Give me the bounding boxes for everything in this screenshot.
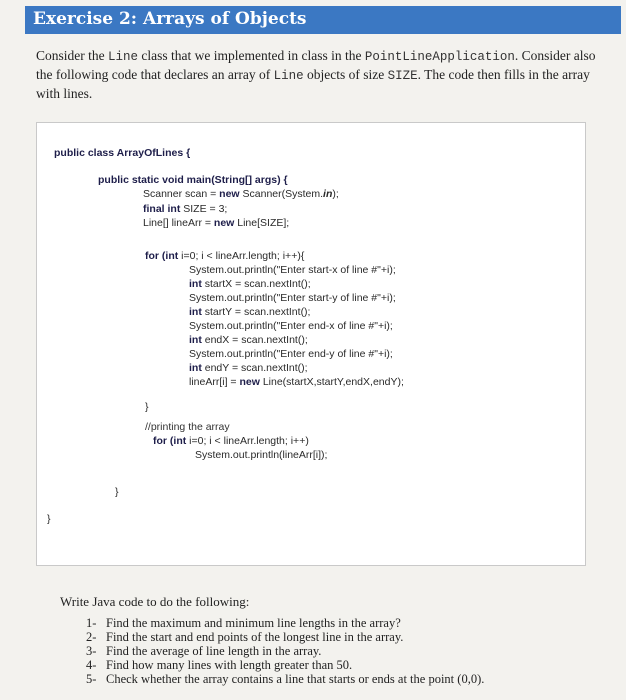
code-token: new xyxy=(213,217,235,229)
code-token: new xyxy=(239,376,260,388)
question-prompt: Write Java code to do the following: xyxy=(60,594,250,609)
code-token: Scanner(System. xyxy=(239,188,324,200)
intro-code-line: Line xyxy=(108,50,139,64)
code-token: System.out.println("Enter start-x of line #"+i); xyxy=(189,264,396,276)
task-number: 4- xyxy=(86,658,97,672)
task-item xyxy=(86,658,484,672)
code-token: //printing the array xyxy=(145,421,230,433)
class-declaration xyxy=(54,147,190,160)
task-item xyxy=(86,644,484,658)
code-line-read-endy xyxy=(189,362,308,375)
code-token: } xyxy=(145,401,149,413)
code-token: System.out.println("Enter end-y of line #"+i); xyxy=(189,348,393,360)
code-token: System.out.println("Enter end-x of line #"+i); xyxy=(189,320,393,332)
code-token: startX = scan.nextInt(); xyxy=(201,278,311,290)
main-declaration xyxy=(98,174,288,187)
code-token: public static void main(String[] args) { xyxy=(98,174,288,186)
code-token: Line[] lineArr = xyxy=(143,217,214,229)
code-line-close-for xyxy=(145,401,149,414)
code-line-read-starty xyxy=(189,306,310,319)
code-token: lineArr[i] = xyxy=(189,376,240,388)
code-line-read-endx xyxy=(189,334,308,347)
task-number: 3- xyxy=(86,644,97,658)
code-line-print-starty xyxy=(189,292,396,305)
code-line-for-print xyxy=(153,435,309,448)
exercise-header-bar xyxy=(25,6,621,34)
intro-text: . Consider also the following code that declares an array of xyxy=(36,48,596,82)
intro-paragraph xyxy=(36,47,606,103)
task-text: Find the average of line length in the array. xyxy=(106,644,322,658)
code-token: final int xyxy=(143,203,181,215)
task-text: Find the maximum and minimum line lengths in the array? xyxy=(106,616,401,630)
code-token: endY = scan.nextInt(); xyxy=(201,362,308,374)
code-token: ); xyxy=(332,188,339,200)
intro-code-size: SIZE xyxy=(387,69,418,83)
code-line-close-class xyxy=(47,513,51,526)
code-token: endX = scan.nextInt(); xyxy=(201,334,308,346)
code-line-for-fill xyxy=(145,250,304,263)
code-token: Line(startX,startY,endX,endY); xyxy=(259,376,404,388)
code-line-comment xyxy=(145,421,230,434)
code-line-scanner xyxy=(143,188,339,201)
code-token: int xyxy=(189,334,202,346)
task-text: Find the start and end points of the longest line in the array. xyxy=(106,630,404,644)
code-token: for (int xyxy=(153,435,187,447)
intro-code-pointlineapplication: PointLineApplication xyxy=(364,50,515,64)
code-token: new xyxy=(219,188,240,200)
task-item xyxy=(86,616,484,630)
exercise-title: Exercise 2: Arrays of Objects xyxy=(33,9,307,29)
code-line-close-main xyxy=(115,486,119,499)
intro-text: class that we implemented in class in the xyxy=(138,48,365,63)
task-list xyxy=(86,616,484,686)
code-token: i=0; i < lineArr.length; i++){ xyxy=(178,250,305,262)
code-line-print-startx xyxy=(189,264,396,277)
code-token: Line[SIZE]; xyxy=(234,217,290,229)
code-token: SIZE = 3; xyxy=(180,203,228,215)
code-line-print-endx xyxy=(189,320,393,333)
code-listing-box xyxy=(36,122,586,566)
code-line-print-endy xyxy=(189,348,393,361)
task-text: Check whether the array contains a line that starts or ends at the point (0,0). xyxy=(106,672,485,686)
code-token: for (int xyxy=(145,250,179,262)
task-number: 2- xyxy=(86,630,97,644)
code-token: System.out.println("Enter start-y of line #"+i); xyxy=(189,292,396,304)
code-token: int xyxy=(189,306,202,318)
task-item xyxy=(86,630,484,644)
code-token: int xyxy=(189,278,202,290)
code-line-final-size xyxy=(143,203,227,216)
intro-code-line: Line xyxy=(273,69,304,83)
code-line-read-startx xyxy=(189,278,311,291)
task-text: Find how many lines with length greater than 50. xyxy=(106,658,353,672)
code-token: } xyxy=(47,513,51,525)
code-line-println-array xyxy=(195,449,327,462)
code-token: public class ArrayOfLines { xyxy=(54,147,191,159)
code-token: i=0; i < lineArr.length; i++) xyxy=(186,435,309,447)
task-item xyxy=(86,672,484,686)
task-number: 5- xyxy=(86,672,97,686)
intro-text: . The code then fills in the array with lines. xyxy=(36,67,590,101)
intro-text: Consider the xyxy=(36,48,108,63)
code-token: Scanner scan = xyxy=(143,188,220,200)
code-line-assign-line xyxy=(189,376,404,389)
code-token: } xyxy=(115,486,119,498)
intro-text: objects of size xyxy=(303,67,388,82)
code-token: System.out.println(lineArr[i]); xyxy=(195,449,328,461)
task-number: 1- xyxy=(86,616,97,630)
code-line-array-decl xyxy=(143,217,289,230)
code-token: startY = scan.nextInt(); xyxy=(201,306,311,318)
code-token: int xyxy=(189,362,202,374)
code-token: in xyxy=(323,188,333,200)
